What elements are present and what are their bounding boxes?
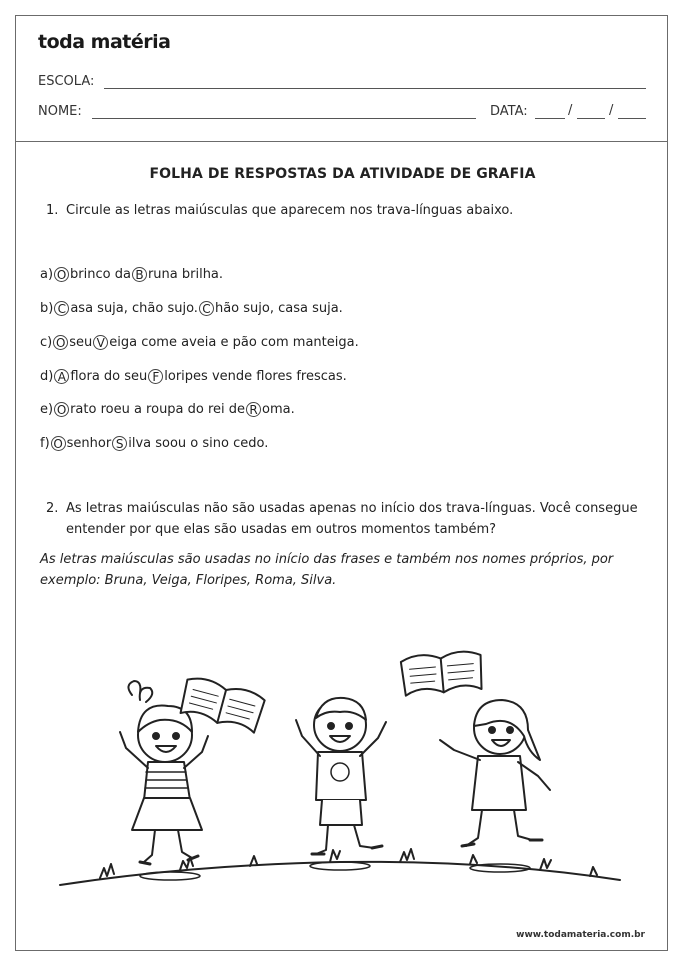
item-text: seu: [69, 335, 93, 350]
tongue-twister-item: [40, 434, 268, 454]
circled-capital-letter: O: [54, 402, 69, 417]
circled-capital-letter: V: [93, 335, 108, 350]
tongue-twister-item: [40, 367, 347, 387]
tongue-twister-item: [40, 400, 295, 420]
item-text: brinco da: [70, 267, 131, 282]
tongue-twister-item: [40, 265, 223, 285]
item-text: senhor: [66, 436, 112, 451]
circled-capital-letter: O: [54, 267, 69, 282]
date-month-line[interactable]: [577, 118, 605, 119]
circled-capital-letter: B: [132, 267, 147, 282]
item-text: runa brilha.: [147, 267, 224, 282]
item-letter: f): [40, 436, 50, 451]
question-text: Circule as letras maiúsculas que aparecem nos trava-línguas abaixo.: [66, 203, 514, 218]
date-year-line[interactable]: [618, 118, 646, 119]
book-icon: [400, 650, 483, 696]
shadow: [140, 872, 200, 880]
circled-capital-letter: A: [54, 369, 69, 384]
grass-tufts: [100, 849, 597, 878]
name-label: NOME:: [38, 104, 82, 119]
school-input-line[interactable]: [104, 88, 646, 89]
answer-text: As letras maiúsculas são usadas no início das frases e também nos nomes próprios, por exemplo: Bruna, Veiga, Floripes, Roma, Silva.: [40, 552, 614, 588]
brand-logo: toda matéria: [38, 31, 171, 53]
item-text: loripes vende flores frescas.: [164, 369, 347, 384]
children-jumping-illustration: [40, 640, 640, 900]
question-number: 1.: [46, 203, 59, 218]
question-number: 2.: [46, 501, 59, 516]
date-day-line[interactable]: [535, 118, 565, 119]
circled-capital-letter: F: [148, 369, 163, 384]
sheet-title: FOLHA DE RESPOSTAS DA ATIVIDADE DE GRAFIA: [149, 166, 536, 182]
date-label: DATA:: [490, 104, 528, 119]
circled-capital-letter: O: [53, 335, 68, 350]
item-text: asa suja, chão sujo.: [70, 301, 198, 316]
date-slash: /: [568, 103, 573, 118]
circled-capital-letter: R: [246, 402, 261, 417]
date-slash: /: [609, 103, 614, 118]
tongue-twister-item: [40, 299, 343, 319]
circled-capital-letter: O: [51, 436, 66, 451]
circled-capital-letter: C: [199, 301, 214, 316]
question-text-line: As letras maiúsculas não são usadas apenas no início dos trava-línguas. Você consegue: [66, 501, 638, 516]
item-letter: d): [40, 369, 54, 384]
shadow: [310, 862, 370, 870]
item-text: oma.: [262, 402, 295, 417]
question-text-line: entender por que elas são usadas em outros momentos também?: [66, 522, 497, 537]
name-input-line[interactable]: [92, 118, 476, 119]
item-text: ilva soou o sino cedo.: [128, 436, 269, 451]
footer-url: www.todamateria.com.br: [516, 930, 645, 940]
school-label: ESCOLA:: [38, 74, 95, 89]
item-text: flora do seu: [70, 369, 148, 384]
question-text: [66, 498, 661, 540]
item-letter: a): [40, 267, 54, 282]
item-letter: c): [40, 335, 53, 350]
boy-figure: [296, 698, 386, 854]
girl-figure: [440, 700, 550, 846]
item-text: hão sujo, casa suja.: [214, 301, 343, 316]
circled-capital-letter: C: [54, 301, 69, 316]
item-text: rato roeu a roupa do rei de: [70, 402, 246, 417]
item-letter: b): [40, 301, 54, 316]
circled-capital-letter: S: [112, 436, 127, 451]
tongue-twister-item: [40, 333, 359, 353]
header-divider: [15, 141, 668, 142]
item-text: eiga come aveia e pão com manteiga.: [109, 335, 359, 350]
item-letter: e): [40, 402, 54, 417]
